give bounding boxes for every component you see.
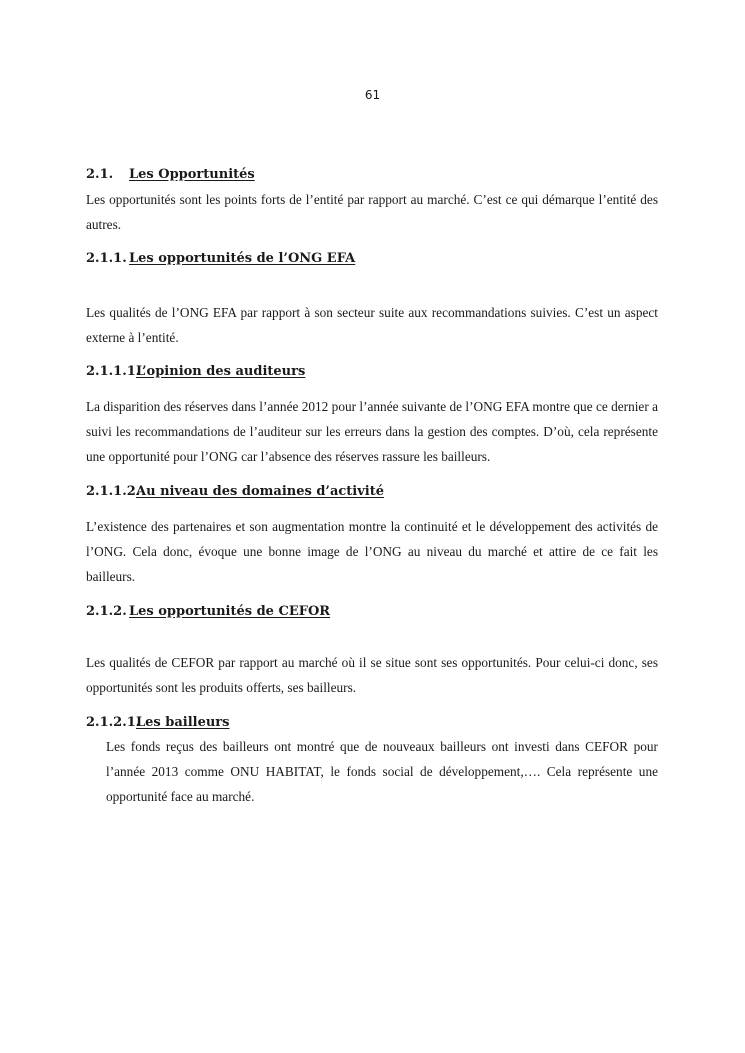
heading-opportunites-ong-efa bbox=[86, 249, 658, 269]
heading-title: L’opinion des auditeurs bbox=[136, 364, 306, 379]
heading-opinion-auditeurs bbox=[86, 362, 658, 382]
heading-domaines-activite bbox=[86, 482, 658, 502]
heading-number: 2.1.2.1. bbox=[86, 715, 141, 730]
document-body bbox=[86, 165, 658, 809]
heading-title: Les opportunités de l’ONG EFA bbox=[129, 251, 356, 266]
paragraph-bailleurs: Les fonds reçus des bailleurs ont montré que de nouveaux bailleurs ont investi dans CEFOR pour l’année 2013 comme ONU HABITAT, le fonds social de développement,…. Cela représente une opportunité face au marché. bbox=[106, 739, 658, 804]
heading-title: Au niveau des domaines d’activité bbox=[136, 484, 384, 499]
paragraph-opinion-auditeurs: La disparition des réserves dans l’année 2012 pour l’année suivante de l’ONG EFA montre que ce dernier a suivi les recommandations de l’auditeur sur les erreurs dans la gestion des comptes. D’où, cela représente une opportunité pour l’ONG car l’absence des réserves rassure les bailleurs. bbox=[86, 399, 658, 464]
heading-title: Les bailleurs bbox=[136, 715, 230, 730]
paragraph-domaines-activite: L’existence des partenaires et son augmentation montre la continuité et le développement des activités de l’ONG. Cela donc, évoque une bonne image de l’ONG au niveau du marché et attire de ce fait les bailleurs. bbox=[86, 519, 658, 584]
heading-opportunites-cefor bbox=[86, 602, 658, 622]
heading-number: 2.1.1. bbox=[86, 251, 127, 266]
paragraph-opportunites: Les opportunités sont les points forts de l’entité par rapport au marché. C’est ce qui démarque l’entité des autres. bbox=[86, 192, 658, 232]
page-number: 61 bbox=[364, 88, 381, 102]
heading-number: 2.1. bbox=[86, 167, 114, 182]
heading-number: 2.1.1.1. bbox=[86, 364, 141, 379]
heading-bailleurs bbox=[86, 713, 658, 733]
heading-title: Les opportunités de CEFOR bbox=[129, 604, 331, 619]
heading-number: 2.1.2. bbox=[86, 604, 127, 619]
paragraph-opportunites-cefor: Les qualités de CEFOR par rapport au marché où il se situe sont ses opportunités. Pour celui-ci donc, ses opportunités sont les produits offerts, ses bailleurs. bbox=[86, 655, 658, 695]
paragraph-opportunites-ong-efa: Les qualités de l’ONG EFA par rapport à son secteur suite aux recommandations suivies. C’est un aspect externe à l’entité. bbox=[86, 305, 658, 345]
heading-number: 2.1.1.2. bbox=[86, 484, 141, 499]
heading-title: Les Opportunités bbox=[129, 167, 255, 182]
heading-opportunites bbox=[86, 165, 658, 185]
